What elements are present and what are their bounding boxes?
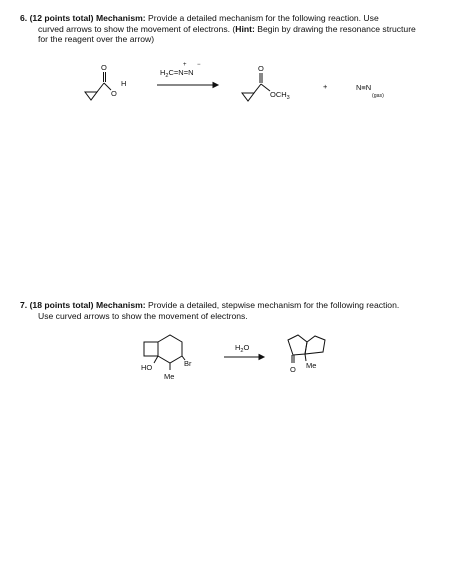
q6-text-3: for the reagent over the arrow) [38, 34, 155, 45]
q6-start-o-label: O [101, 63, 107, 72]
q6-prod-och: OCH [270, 90, 287, 99]
q6-reagent-plus-charge: + [183, 62, 187, 68]
q6-hint-label: Hint: [235, 23, 255, 34]
q7-reaction-arrow [224, 355, 264, 360]
q6-bond [104, 83, 111, 90]
q6-reaction-arrow [157, 83, 218, 88]
q7-arrow-head [259, 355, 264, 360]
q7-reagent-sub2: 2 [240, 348, 244, 354]
q6-prod-och3-label [270, 90, 290, 101]
q7-points: (18 points total) [29, 300, 94, 310]
q7-text-1: Provide a detailed, stepwise mechanism for the following reaction. [148, 300, 400, 310]
q6-arrow-head [213, 83, 218, 88]
q7-reagent-h: H [235, 343, 241, 352]
q6-line-2 [38, 24, 416, 35]
q7-product [288, 335, 325, 374]
q7-line-2 [38, 311, 248, 322]
q7-heading: Mechanism: [95, 300, 146, 310]
q7-reagent-water [235, 343, 249, 354]
q7-number: 7. [20, 300, 28, 310]
q7-text-2: Use curved arrows to show the movement of electrons. [38, 310, 248, 321]
q6-start-oh-o-label: O [111, 89, 117, 98]
q7-cyclohexane-ring [158, 335, 182, 363]
q7-reagent-o: O [243, 343, 250, 352]
q6-reagent [160, 62, 201, 79]
q6-product [242, 64, 290, 101]
q6-reagent-minus-charge: − [197, 62, 201, 68]
q6-line-1 [20, 13, 379, 24]
q7-me-label: Me [164, 372, 175, 381]
q7-prod-me-label: Me [306, 361, 317, 370]
q6-prod-o-label: O [258, 64, 264, 73]
q6-reagent-sub2: 2 [165, 73, 169, 79]
q6-text-1: Provide a detailed mechanism for the following reaction. Use [148, 13, 379, 23]
q6-reaction-scheme [0, 55, 474, 115]
q6-points: (12 points total) [29, 13, 94, 23]
q6-nitrogen-gas: N≡N [356, 83, 372, 92]
q6-reagent-formula [160, 68, 194, 79]
q6-bond [254, 84, 261, 93]
q6-plus-sign: + [323, 82, 328, 91]
q7-product-cyclopentane-left [288, 335, 307, 355]
q6-prod-sub3: 3 [286, 95, 290, 101]
q7-product-me-bond [305, 354, 306, 361]
q6-starting-material [85, 63, 126, 100]
q7-starting-material [141, 335, 192, 381]
q6-product-cyclopropane-ring [242, 93, 254, 101]
q6-reagent-rest: C=N=N [168, 68, 194, 77]
q7-cyclobutane-ring [144, 342, 158, 356]
q6-gas-label: (gas) [372, 93, 384, 99]
q6-text-2b: Begin by drawing the resonance structure [257, 23, 416, 34]
q6-heading: Mechanism: [95, 13, 146, 23]
q6-text-2a: curved arrows to show the movement of electrons. ( [38, 23, 236, 34]
q6-reagent-h: H [160, 68, 166, 77]
q6-start-h-label: H [121, 79, 127, 88]
q6-cyclopropane-ring [85, 92, 97, 100]
q7-reaction-scheme [0, 330, 474, 390]
q7-br-label: Br [184, 359, 192, 368]
q7-ho-label: HO [141, 363, 153, 372]
q7-oh-bond [154, 356, 158, 363]
q6-bond [261, 84, 270, 91]
q7-product-cyclopentane-right [305, 336, 325, 354]
q6-line-3 [38, 34, 154, 45]
q7-line-1 [20, 300, 399, 311]
q6-number: 6. [20, 13, 28, 23]
q6-bond [97, 83, 104, 92]
q7-prod-o-label: O [290, 365, 296, 374]
